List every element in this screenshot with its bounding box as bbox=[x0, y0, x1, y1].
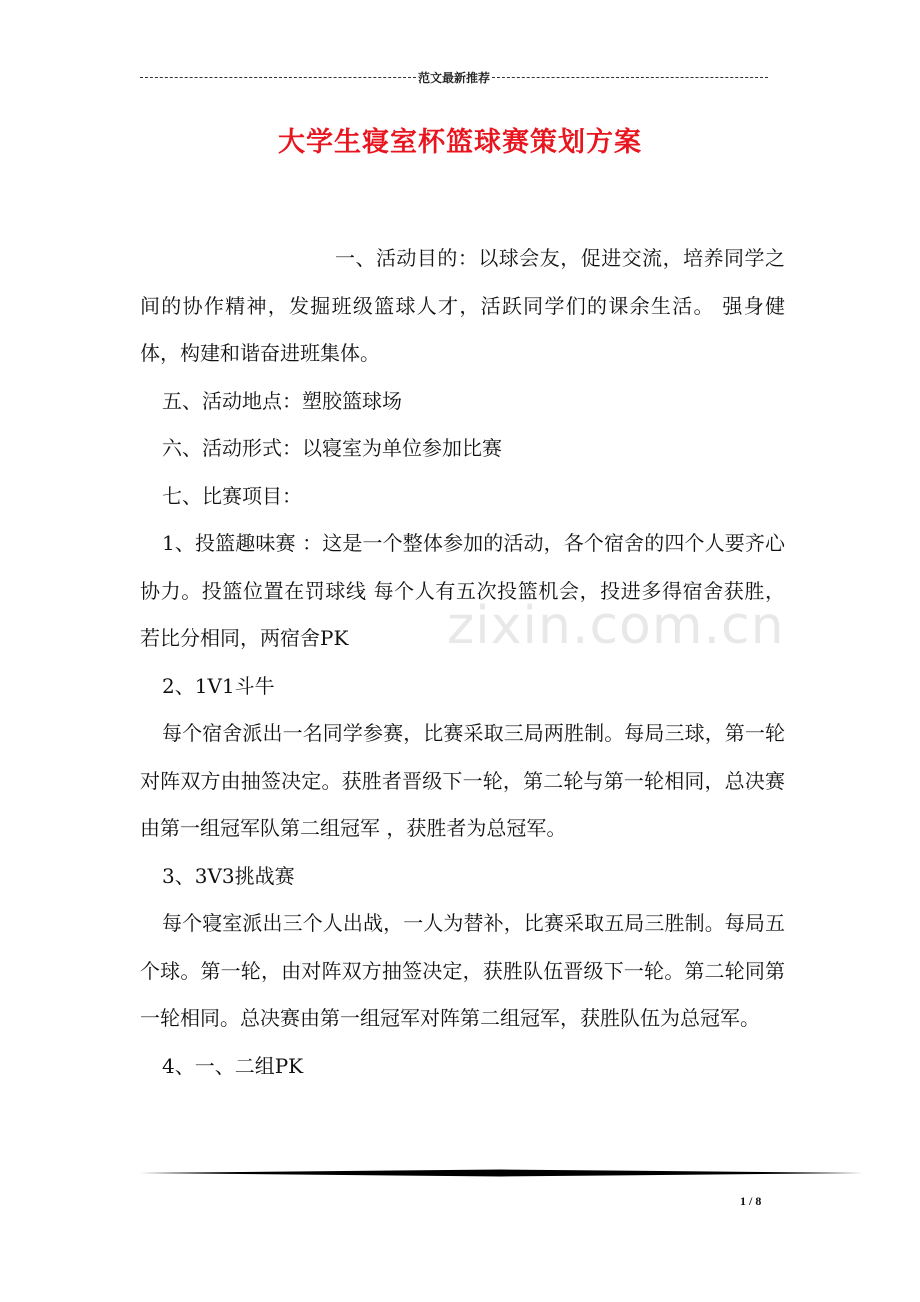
watermark: zixin.com.cn bbox=[447, 596, 785, 656]
paragraph-format: 六、活动形式：以寝室为单位参加比赛 bbox=[162, 436, 502, 460]
paragraph-events-heading: 七、比赛项目： bbox=[162, 483, 302, 508]
header-dash-left bbox=[140, 77, 416, 78]
paragraph-location: 五、活动地点：塑胶篮球场 bbox=[162, 388, 402, 413]
paragraph-group-pk: 4、一、二组PK bbox=[162, 1053, 304, 1078]
paragraph-shooting-contest: 1、投篮趣味赛 ：这是一个整体参加的活动，各个宿舍的四个人要齐心协力。投篮位置在罚球线 每个人有五次投篮机会，投进多得宿舍获胜，若比分相同，两宿舍PK bbox=[140, 531, 785, 650]
paragraph-3v3-heading: 3、3V3挑战赛 bbox=[162, 863, 295, 888]
paragraph-purpose: 一、活动目的：以球会友，促进交流，培养同学之间的协作精神，发掘班级篮球人才，活跃同学们的课余生活。 强身健体，构建和谐奋进班集体。 bbox=[140, 246, 785, 365]
document-title: 大学生寝室杯篮球赛策划方案 bbox=[278, 127, 642, 158]
page-header bbox=[140, 68, 768, 86]
page-number: 1 / 8 bbox=[740, 1194, 762, 1208]
header-dash-right bbox=[492, 77, 768, 78]
footer-rule bbox=[140, 1168, 863, 1178]
document-body bbox=[140, 235, 785, 1090]
paragraph-3v3-rules: 每个寝室派出三个人出战，一人为替补，比赛采取五局三胜制。每局五个球。第一轮，由对阵双方抽签决定，获胜队伍晋级下一轮。第二轮同第一轮相同。总决赛由第一组冠军对阵第二组冠军，获胜队伍为总冠军。 bbox=[140, 911, 785, 1030]
paragraph-1v1-rules: 每个宿舍派出一名同学参赛，比赛采取三局两胜制。每局三球，第一轮对阵双方由抽签决定。获胜者晋级下一轮，第二轮与第一轮相同，总决赛由第一组冠军队第二组冠军 ，获胜者为总冠军。 bbox=[140, 721, 785, 840]
header-text: 范文最新推荐 bbox=[418, 70, 491, 85]
paragraph-1v1-heading: 2、1V1斗牛 bbox=[162, 673, 275, 698]
